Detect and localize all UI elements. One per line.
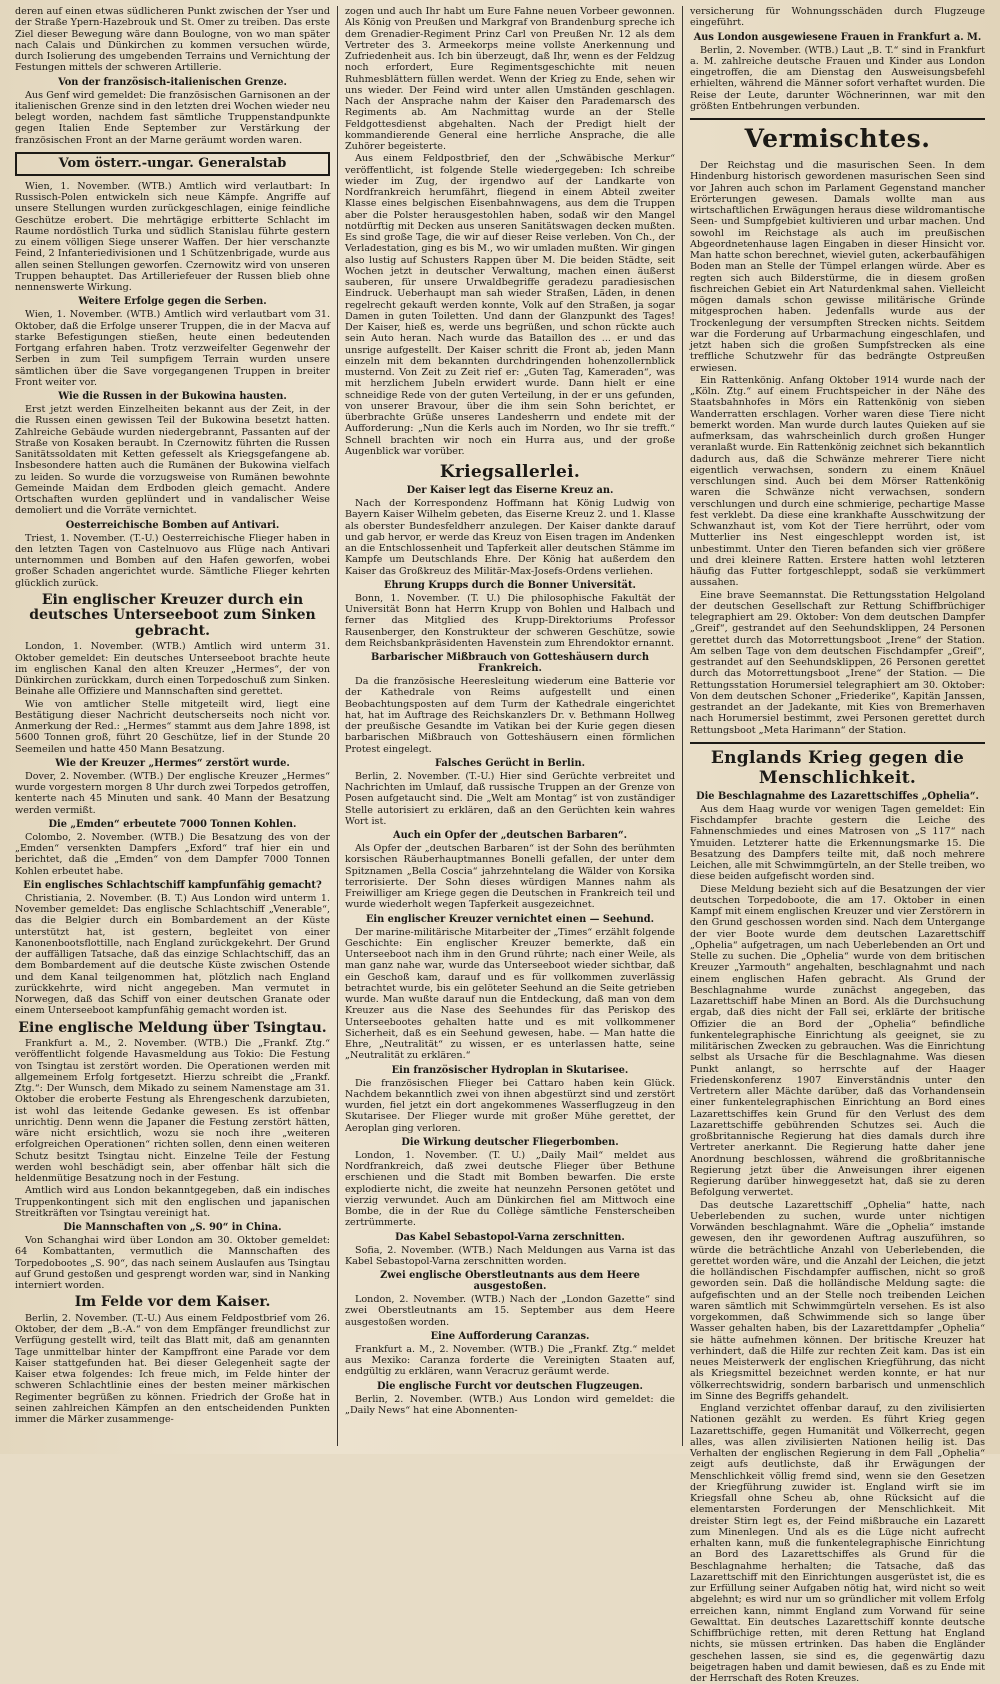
- article-text: London, 2. November. (WTB.) Nach der „London Gazette“ sind zwei Oberstleutnants am 15. September aus dem Heere ausgestoßen worden.: [345, 1294, 675, 1328]
- article-text: London, 1. November. (T. U.) „Daily Mail“ meldet aus Nordfrankreich, daß zwei deutsche Flieger über Bethune erschienen und die Stadt mit Bomben bewarfen. Die erste explodierte nicht, die zweite hat neunzehn Personen getötet und vierzig verwundet. Auch am Dünkirchen fiel am Mittwoch eine Bombe, die in der Rue du Collège sämtliche Fensterscheiben zertrümmerte.: [345, 1149, 675, 1229]
- article-text: Die französischen Flieger bei Cattaro haben kein Glück. Nachdem bekanntlich zwei von ihnen abgestürzt sind und zerstört wurden, fiel jetzt ein dort angekommenes Wasserflugzeug in den Skutarisee. Der Flieger wurde mit großer Mühe gerettet, der Aeroplan ging verloren.: [345, 1077, 675, 1134]
- subheading: Die Beschlagnahme des Lazarettschiffes „Ophelia“.: [696, 790, 979, 802]
- section-heading: Kriegsallerlei.: [439, 462, 581, 482]
- article-text: Sofia, 2. November. (WTB.) Nach Meldungen aus Varna ist das Kabel Sebastopol-Varna zerschnitten worden.: [345, 1244, 675, 1267]
- subheading: Ein englisches Schlachtschiff kampfunfähig gemacht?: [23, 879, 322, 891]
- article-text: Da die französische Heeresleitung wiederum eine Batterie vor der Kathedrale von Reims aufgestellt und einen Beobachtungsposten auf dem Turm der Kathedrale eingerichtet hat, hat im Auftrage des Reichskanzlers Dr. v. Bethmann Hollweg der preußische Gesandte im Vatikan bei der Kurie gegen diesen barbarischen Mißbrauch von Gotteshäusern einen förmlichen Protest eingelegt.: [345, 676, 675, 755]
- article-text: Wie von amtlicher Stelle mitgeteilt wird, liegt eine Bestätigung dieser Nachricht deutscherseits noch nicht vor. Anmerkung der Red.: „Hermes“ stammt aus dem Jahre 1898, ist 5600 Tonnen groß, führt 20 Geschütze, lief in der Stunde 20 Seemeilen und hatte 450 Mann Besatzung.: [15, 698, 330, 755]
- article-text: Aus Genf wird gemeldet: Die französischen Garnisonen an der italienischen Grenze sind in den letzten drei Wochen wieder neu belegt worden, nachdem fast sämtliche Truppenstandpunkte gegen Italien Ende September zur Verstärkung der französischen Front an der Marne geräumt worden waren.: [15, 89, 330, 146]
- article-text: Wien, 1. November. (WTB.) Amtlich wird verlautbart vom 31. Oktober, daß die Erfolge unserer Truppen, die in der Macva auf starke Befestigungen stießen, heute einen bedeutenden Fortgang erfahren haben. Trotz verzweifelter Gegenwehr der Serben in zum Teil sumpfigem Terrain wurden unsere sämtlichen über die Save vorgegangenen Truppen in breiter Front weiter vor.: [15, 309, 330, 388]
- subheading: Von der französisch-italienischen Grenze.: [58, 76, 287, 88]
- subheading: Ein französischer Hydroplan in Skutarisee.: [391, 1064, 629, 1076]
- article-text: Christiania, 2. November. (B. T.) Aus London wird unterm 1. November gemeldet: Das englische Schlachtschiff „Venerable“, das die Belgier durch ein Bombardement an der Küste unterstützt hat, ist gestern, begleitet von einer Kanonenbootsflottille, nach England zurückgekehrt. Der Grund der auffälligen Tatsache, daß das einzige Schlachtschiff, das an dem Bombardement auf die deutsche Küste zwischen Ostende und dem Kanal teilgenommen hat, plötzlich nach England zurückkehrte, wird nicht angegeben. Man vermutet in Norwegen, daß das Schiff von einer deutschen Granate oder einem Unterseeboot kampfunfähig gemacht worden ist.: [15, 892, 330, 1017]
- article-text: Berlin, 2. November. (WTB.) Laut „B. T.“ sind in Frankfurt a. M. zahlreiche deutsche Frauen und Kinder aus London eingetroffen, die am Dienstag den Ausweisungsbefehl erhielten, während die Männer sofort verhaftet wurden. Die Reise der Leute, darunter Wöchnerinnen, war mit den größten Entbehrungen verbunden.: [690, 44, 985, 112]
- subheading: Die „Emden“ erbeutete 7000 Tonnen Kohlen.: [48, 818, 297, 830]
- subheading: Oesterreichische Bomben auf Antivari.: [65, 519, 280, 531]
- subheading: Ein englischer Kreuzer vernichtet einen — Seehund.: [365, 913, 655, 925]
- article-text: Das deutsche Lazarettschiff „Ophelia“ hatte, nach Ueberlebenden zu suchen, wurde unter nichtigen Vorwänden beschlagnahmt. Wäre die „Ophelia“ imstande gewesen, den ihr gewordenen Auftrag auszuführen, so würde die beträchtliche Anzahl von Ueberlebenden, die gerettet worden wäre, und die Anzahl der Leichen, die jetzt die holländischen Fischdampfer auffischen, nicht so groß geworden sein. Daß die holländische Meldung sagte: die aufgefischten und an der Stelle noch treibenden Leichen waren sämtlich mit Schwimmgürteln versehen. Es ist also vorgekommen, daß Schwimmende sich so lange über Wasser gehalten haben, bis der Lazarettdampfer „Ophelia“ sie hätte aufnehmen können. Der britische Kreuzer hat verhindert, daß die Hilfe zur rechten Zeit kam. Das ist ein neues Meisterwerk der englischen Kriegführung, das nicht als Kriegsmittel bezeichnet werden konnte, er hat nur völkerrechtswidrig, sondern barbarisch und unmenschlich im Sinne des Begriffs gehandelt.: [690, 1199, 985, 1402]
- headline: Im Felde vor dem Kaiser.: [74, 1294, 271, 1311]
- article-text: Eine brave Seemannstat. Die Rettungsstation Helgoland der deutschen Gesellschaft zur Rettung Schiffbrüchiger telegraphiert am 29. Oktober: Von dem deutschen Dampfer „Greif“, gestrandet auf den Seehundsklippen, 24 Personen gerettet durch das Motorrettungsboot „Irene“ der Station. Am selben Tage von dem deutschen Fischdampfer „Greif“, gestrandet auf den Seehundsklippen, 26 Personen gerettet durch das Motorrettungsboot „Irene“ der Station. — Die Rettungsstation Horumersiel telegraphiert am 30. Oktober: Von dem deutschen Schoner „Friederike“, Kapitän Janssen, gestrandet an der Jadekante, mit Kies von Bremerhaven nach Horumersiel bestimmt, zwei Personen gerettet durch Rettungsboot „Meta Harimann“ der Station.: [690, 589, 985, 736]
- subheading: Auch ein Opfer der „deutschen Barbaren“.: [392, 830, 628, 841]
- headline: Ein englischer Kreuzer durch ein deutsches Unterseeboot zum Sinken gebracht.: [29, 591, 316, 639]
- article-text: Berlin, 2. November. (T.-U.) Aus einem Feldpostbrief vom 26. Oktober, der dem „B.-A.“ von dem Empfänger freundlichst zur Verfügung gestellt wird, teilt das Blatt mit, daß am genannten Tage unmittelbar hinter der Kampffront eine Parade vor dem Kaiser stattgefunden hat. Bei dieser Gelegenheit sagte der Kaiser etwa folgendes: Ich freue mich, im Felde hinter der schweren Schlachtlinie eines der besten meiner märkischen Regimenter begrüßen zu können. Friedrich der Große hat in seinen zahlreichen Kämpfen an den entscheidenden Punkten immer die Märker zusammenge-: [15, 1312, 330, 1425]
- article-text: London, 1. November. (WTB.) Amtlich wird unterm 31. Oktober gemeldet: Ein deutsches Unterseeboot brachte heute im englischen Kanal den alten Kreuzer „Hermes“, der von Dünkirchen zurückkam, durch einen Torpedoschuß zum Sinken. Beinahe alle Offiziere und Mannschaften sind gerettet.: [15, 641, 330, 698]
- article-text: Frankfurt a. M., 2. November. (WTB.) Die „Frankf. Ztg.“ meldet aus Mexiko: Caranza forderte die Vereinigten Staaten auf, endgültig zu erklären, wann Veracruz geräumt werde.: [345, 1343, 675, 1378]
- subheading: Falsches Gerücht in Berlin.: [434, 757, 586, 769]
- headline: Eine englische Meldung über Tsingtau.: [18, 1019, 327, 1036]
- subheading: Die englische Furcht vor deutschen Flugzeugen.: [377, 1380, 643, 1392]
- article-text: deren auf einen etwas südlicheren Punkt zwischen der Yser und der Straße Ypern-Hazebrouk und St. Omer zu treiben. Das erste Ziel dieser Bewegung wäre dann Boulogne, von wo man später nach Calais und Dünkirchen zu kommen versuchen würde, durch Isolierung des umgebenden Terrains und Vernichtung der Festungen mittels der schweren Artillerie.: [15, 6, 330, 74]
- article-text: versicherung für Wohnungsschäden durch Flugzeuge eingeführt.: [690, 6, 985, 29]
- article-text: Ein Rattenkönig. Anfang Oktober 1914 wurde nach der „Köln. Ztg.“ auf einem Fruchtspeicher in der Nähe des Staatsbahnhofes in Mörs ein Rattenkönig von sieben Wanderratten erschlagen. Vorher waren diese Tiere nicht bemerkt worden. Man wurde durch lautes Quieken auf sie aufmerksam, das wahrscheinlich durch großen Hunger veranlaßt wurde. Ein Rattenkönig zeichnet sich bekanntlich dadurch aus, daß die Schwänze mehrerer Tiere nicht eigentlich verwachsen, sondern zu einem Knäuel verschlungen sind. Auch bei dem Mörser Rattenkönig waren die Schwänze nicht verwachsen, sondern verschlungen und durch eine schmierige, pechartige Masse fest verklebt. Da diese eine krankhafte Ausschwitzung der Schwanzhaut ist, vom Kot der Tiere herrührt, oder vom Mutterlier ins Nest eingeschleppt worden ist, ist unbestimmt. Unter den Tieren befanden sich vier größere und drei kleinere Ratten. Erstere hatten wohl letzteren häufig das Futter fortgeschleppt, sodaß sie verkümmert aussahen.: [690, 374, 985, 589]
- section-heading: Vermischtes.: [690, 118, 985, 154]
- subheading: Wie der Kreuzer „Hermes“ zerstört wurde.: [55, 757, 290, 769]
- article-text: Wien, 1. November. (WTB.) Amtlich wird verlautbart: In Russisch-Polen entwickeln sich neue Kämpfe. Angriffe auf unsere Stellungen wurden zurückgeschlagen, einige feindliche Geschütze erobert. Die mehrtägige erbitterte Schlacht im Raume nordöstlich Turka und südlich Stanislau führte gestern zu einem völligen Siege unserer Waffen. Der hier verschanzte Feind, 2 Infanteriedivisionen und 1 Schützenbrigade, wurde aus allen seinen Stellungen geworfen. Czernowitz wird von unseren Truppen behauptet. Das Artilleriefeuer der Russen blieb ohne nennenswerte Wirkung.: [15, 180, 330, 293]
- subheading: Eine Aufforderung Caranzas.: [430, 1330, 590, 1342]
- article-text: Amtlich wird aus London bekanntgegeben, daß ein indisches Truppenkontingent sich mit den englischen und japanischen Streitkräften vor Tsingtau vereinigt hat.: [15, 1185, 330, 1219]
- article-text: England verzichtet offenbar darauf, zu den zivilisierten Nationen gezählt zu werden. Es führt Krieg gegen Lazarettschiffe, gegen Humanität und Völkerrecht, gegen alles, was allen zivilisierten Nationen heilig ist. Das Verhalten der englischen Regierung in dem Fall „Ophelia“ zeigt aufs deutlichste, daß ihr Erwägungen der Menschlichkeit völlig fremd sind, wenn sie den Gesetzen der Kriegführung zuwider ist. England wirft sie im Kriegsfall ohne Scheu ab, ohne Rücksicht auf die elementarsten Forderungen der Menschlichkeit. Mit dreister Stirn legt es, der Feind mißbrauche ein Lazarett zum Minenlegen. Und als es die Lüge nicht aufrecht erhalten kann, muß die funkentelegraphische Einrichtung an Bord des Lazarettschiffes als Grund für die Beschlagnahme herhalten; die Tatsache, daß das Lazarettschiff mit den Einrichtungen ausgerüstet ist, die es zur Erfüllung seiner Aufgaben nötig hat, wird nicht so weit abgelehnt; es wird nur um so gründlicher mit vollem Erfolg erreichen kann, nimmt England zum Vorwand für seine Gewalttat. Ein deutsches Lazarettschiff konnte deutsche Schiffbrüchige retten, mit deren Rettung hat England nichts, sie müssen ertrinken. Das haben die Engländer geschehen lassen, sie sind es, die gegenwärtig dazu beigetragen haben und damit bewiesen, daß es zu Ende mit der Herrschaft des Roten Kreuzes.: [690, 1403, 985, 1684]
- article-text: Bonn, 1. November. (T. U.) Die philosophische Fakultät der Universität Bonn hat Herrn Krupp von Bohlen und Halbach und ferner das Mitglied des Krupp-Direktoriums Professor Rausenberger, den Konstrukteur der schweren Geschütze, sowie dem Reichsbankpräsidenten Havenstein zum Ehrendoktor ernannt.: [345, 592, 675, 649]
- article-text: Triest, 1. November. (T.-U.) Oesterreichische Flieger haben in den letzten Tagen von Castelnuovo aus Flüge nach Antivari unternommen und Bomben auf den Hafen geworfen, wobei großer Schaden angerichtet wurde. Sämtliche Flieger kehrten glücklich zurück.: [15, 532, 330, 589]
- article-text: Frankfurt a. M., 2. November. (WTB.) Die „Frankf. Ztg.“ veröffentlicht folgende Havasmeldung aus Tokio: Die Festung von Tsingtau ist zerstört worden. Die Operationen werden mit allgemeinem Erfolg fortgesetzt. Hierzu schreibt die „Frankf. Ztg.“: Der Wunsch, dem Mikado zu seinem Namenstage am 31. Oktober die eroberte Festung als Ehrengeschenk darzubieten, ist wohl das leitende Gedanke gewesen. Es ist offenbar unrichtig. Denn wenn die Japaner die Festung zerstört hätten, wäre nicht ersichtlich, wozu sie noch ihre „weiteren erfolgreichen Operationen“ richten sollen, denn einen weiteren Schutz besitzt Tsingtau nicht. Einzelne Teile der Festung werden wohl beschädigt sein, aber offenbar hält sich die heldenmütige Besatzung noch in der Festung.: [15, 1038, 330, 1184]
- column-left: [8, 6, 338, 1446]
- subheading: Die Mannschaften von „S. 90“ in China.: [63, 1222, 282, 1233]
- subheading: Aus London ausgewiesene Frauen in Frankfurt a. M.: [693, 31, 982, 43]
- section-box-heading: Vom österr.-ungar. Generalstab: [15, 152, 330, 176]
- subheading: Das Kabel Sebastopol-Varna zerschnitten.: [395, 1231, 625, 1243]
- article-text: Von Schanghai wird über London am 30. Oktober gemeldet: 64 Kombattanten, vermutlich die Mannschaften des Torpedobootes „S. 90“, das nach seinem Auslaufen aus Tsingtau auf Grund gestoßen und gesprengt worden war, sind in Nanking interniert worden.: [15, 1235, 330, 1291]
- subheading: Ehrung Krupps durch die Bonner Universität.: [384, 579, 636, 591]
- article-text: Diese Meldung bezieht sich auf die Besatzungen der vier deutschen Torpedoboote, die am 17. Oktober in einen Kampf mit einem englischen Kreuzer und vier Zerstörern in den Grund geschossen worden sind. Nach dem Untergange der vier Boote wurde dem deutschen Lazarettschiff „Ophelia“ aufgetragen, um nach Ueberlebenden an Ort und Stelle zu suchen. Die „Ophelia“ wurde von dem britischen Kreuzer „Yarmouth“ angehalten, beschlagnahmt und nach einem englischen Hafen gebracht. Als Grund der Beschlagnahme wurde zunächst angegeben, das Lazarettschiff habe Minen an Bord. Als die Durchsuchung ergab, daß dies nicht der Fall sei, erklärte der britische Offizier die an Bord der „Ophelia“ befindliche funkentelegraphische Einrichtung als geeignet, sie zu militärischen Zwecken zu gebrauchen. Was die Einrichtung selbst als Ursache für die Beschlagnahme. Was diesen Punkt anlangt, so herrschte auf der Haager Friedenskonferenz 1907 Einverständnis unter den Vertretern aller Mächte darüber, daß das Vorhandensein einer funkentelegraphischen Einrichtung an Bord eines Lazarettschiffes kein Grund für den Verlust des dem Lazarettschiffe gebührenden Schutzes sei. Auch die großbritannische Regierung hat dies damals durch ihre Vertreter anerkannt. Die Regierung hatte daher jene Anordnung beschlossen, während die großbritannische Regierung jetzt über die Anweisungen ihrer eigenen Regierung darüber hinweggesetzt hat, daß sie zu deren Befolgung verwertet.: [690, 883, 985, 1199]
- subheading: Wie die Russen in der Bukowina hausten.: [58, 391, 287, 402]
- column-middle: [338, 6, 683, 1446]
- subheading: Die Wirkung deutscher Fliegerbomben.: [401, 1136, 619, 1148]
- subheading: Barbarischer Mißbrauch von Gotteshäusern durch Frankreich.: [371, 652, 649, 674]
- article-text: Als Opfer der „deutschen Barbaren“ ist der Sohn des berühmten korsischen Räuberhauptmannes Bonelli gefallen, der unter dem Spitznamen „Bella Coscia“ jahrzehntelang die Wälder von Korsika terrorisierte. Der Sohn dieses würdigen Mannes nahm als Freiwilliger am Kriege gegen die Deutschen in Frankreich teil und wurde wiederholt wegen Tapferkeit ausgezeichnet.: [345, 843, 675, 911]
- article-text: Colombo, 2. November. (WTB.) Die Besatzung des von der „Emden“ versenkten Dampfers „Exford“ traf hier ein und berichtet, daß die „Emden“ von dem Dampfer 7000 Tonnen Kohlen erbeutet habe.: [15, 831, 330, 877]
- article-text: Berlin, 2. November. (WTB.) Aus London wird gemeldet: die „Daily News“ hat eine Abonnenten-: [345, 1393, 675, 1416]
- article-text: Der marine-militärische Mitarbeiter der „Times“ erzählt folgende Geschichte: Ein englischer Kreuzer bemerkte, daß ein Unterseeboot nach ihm in den Grund rührte; nach einer Weile, als man ganz nahe war, wurde das Unterseeboot wieder sichtbar, daß ein Geschoß kam, darauf und es für vollkommen zuverlässig betrachtet wurde, bis ein gelöteter Seehund an die Seite getrieben wurde. Man wußte darauf nun die Entdeckung, daß man von dem Kreuzer aus die Nase des Seehundes für das Periskop des Unterseebootes gehalten hatte und es mit vollkommener Sicherheit, daß es ein Seehund gewesen, habe. — Man hatte die Ehre, „Neutralität“ zu wissen, er es unterlassen hatte, seine „Neutralität zu erklären.“: [345, 926, 675, 1062]
- column-right: [683, 6, 992, 1684]
- subheading: Weitere Erfolge gegen die Serben.: [78, 296, 267, 308]
- section-heading: Englands Krieg gegen die Menschlichkeit.: [690, 742, 985, 788]
- article-text: Erst jetzt werden Einzelheiten bekannt aus der Zeit, in der die Russen einen gewissen Teil der Bukowina besetzt hatten. Zahlreiche Gebäude wurden niedergebrannt, Passanten auf der Straße von Kosaken beraubt. In Czernowitz führten die Russen Sanitätssoldaten mit Ketten gefesselt als Kriegsgefangene ab. Insbesondere hatten auch die Rumänen der Bukowina vielfach zu leiden. So wurde die vorzugsweise von Rumänen bewohnte Gemeinde Maidan dem Erdboden gleich gemacht. Andere Ortschaften wurden geplündert und in vandalischer Weise demoliert und die Vorräte vernichtet.: [15, 404, 330, 517]
- article-text: Nach der Korrespondenz Hoffmann hat König Ludwig von Bayern Kaiser Wilhelm gebeten, das Eiserne Kreuz 2. und 1. Klasse als oberster Bundesfeldherr anzulegen. Der Kaiser dankte darauf und gab hervor, er werde das Kreuz von Eisen tragen im Andenken an die Entschlossenheit und Tapferkeit aller deutschen Stämme im Kampfe um Deutschlands Ehre. Der König hat außerdem den Kaiser das Großkreuz des Militär-Max-Josefs-Ordens verliehen.: [345, 498, 675, 577]
- article-text: Aus einem Feldpostbrief, den der „Schwäbische Merkur“ veröffentlicht, ist folgende Stelle wiedergegeben: Ich schreibe wieder im Zug, der irgendwo auf der Landkarte von Nordfrankreich herumfährt, fliegend in einem Abteil zweiter Klasse eines belgischen Eisenbahnwagens, aus dem die Truppen aber die Polster herausgestohlen haben, sodaß wir den Mangel notdürftig mit Decken aus unseren Sanitätswagen decken mußten. Es sind große Tage, die wir auf dieser Reise verleben. Von Ch., der Verladestation, ging es bis M., wo wir umladen mußten. Wir gingen also lustig auf Schusters Rappen über M. Die beiden Städte, seit Wochen jetzt in deutscher Verwaltung, machen einen äußerst sauberen, für unsere Urwaldbegriffe geradezu paradiesischen Eindruck. Ueberhaupt man sah wieder Straßen, Läden, in denen regelrecht gekauft werden konnte, Volk auf den Straßen, ja sogar Damen in guten Toiletten. Und dann der Glanzpunkt des Tages! Der Kaiser, hieß es, werde uns begrüßen, und schon rückte auch sein Auto heran. Nach wurde das Bataillon des ... er und das unsrige aufgestellt. Der Kaiser schritt die Front ab, jeden Mann einzeln mit dem bekannten durchdringenden hohenzollernblick musternd. Von Zeit zu Zeit rief er: „Guten Tag, Kameraden“, was mit herzlichem Jubeln erwidert wurde. Dann hielt er eine schneidige Rede von der guten Verteilung, in der er uns gefunden, von unserer Bravour, über die ihm sein Sohn berichtet, er überbrachte Grüße unseres Landesherrn und endete mit der Aufforderung: „Nun die Kerls auch im Norden, wo Ihr sie trefft.“ Schnell brachten wir noch ein Hurra aus, und der große Augenblick war vorüber.: [345, 153, 675, 457]
- columns: [8, 6, 992, 1684]
- article-text: zogen und auch Ihr habt um Eure Fahne neuen Vorbeer gewonnen. Als König von Preußen und Markgraf von Brandenburg spreche ich dem Grenadier-Regiment Prinz Carl von Preußen Nr. 12 als dem Vertreter des 3. Armeekorps meine vollste Anerkennung und Zufriedenheit aus. Ich bin überzeugt, daß Ihr, wenn es der Feldzug noch erfordert, Eure Regimentsgeschichte mit neuen Ruhmesblättern füllen werdet. Wenn der Krieg zu Ende, sehen wir uns wieder. Der Feind wird unter allen Umständen geschlagen. Nach der Ansprache nahm der Kaiser den Parademarsch des Regiments ab. Am Nachmittag wurde an der Stelle Feldgottesdienst abgehalten. Nach der Predigt hielt der kommandierende General eine herrliche Ansprache, die alle Zuhörer begeisterte.: [345, 6, 675, 152]
- article-text: Dover, 2. November. (WTB.) Der englische Kreuzer „Hermes“ wurde vorgestern morgen 8 Uhr durch zwei Torpedos getroffen, kenterte nach 45 Minuten und sank. 40 Mann der Besatzung werden vermißt.: [15, 770, 330, 816]
- article-text: Berlin, 2. November. (T.-U.) Hier sind Gerüchte verbreitet und Nachrichten im Umlauf, daß russische Truppen an der Grenze von Posen aufgetaucht sind. Die „Welt am Montag“ ist von zuständiger Stelle autorisiert zu erklären, daß an den Gerüchten kein wahres Wort ist.: [345, 770, 675, 827]
- article-text: Aus dem Haag wurde vor wenigen Tagen gemeldet: Ein Fischdampfer brachte gestern die Leiche des Fahnenschmiedes und eines Matrosen von „S 117“ nach Ymuiden. Letzterer hatte die Erkennungsmarke 15. Die Besatzung des Dampfers teilte mit, daß noch mehrere Leichen, alle mit Schwimmgürteln, an der Stelle treiben, wo diese beiden aufgefischt worden sind.: [690, 803, 985, 883]
- subheading: Der Kaiser legt das Eiserne Kreuz an.: [406, 485, 614, 496]
- subheading: Zwei englische Oberstleutnants aus dem Heere ausgestoßen.: [380, 1270, 640, 1292]
- article-text: Der Reichstag und die masurischen Seen. In dem Hindenburg historisch gewordenen masurischen Seen sind vor Jahren auch schon im Parlament Gegenstand mancher Erörterungen gewesen. Damals wollte man aus wirtschaftlichen Erwägungen heraus diese wildromantische Seen- und Sumpfgebiet kultivieren und urbar machen. Und sowohl im Reichstage als auch im preußischen Abgeordnetenhause lagen Eingaben in dieser Hinsicht vor. Man hatte schon berechnet, wieviel guten, ackerbaufähigen Boden man an Stelle der Tümpel erlangen würde. Aber es regten sich auch Bilderstürme, die in diesem großen fischreichen Gebiet ein Art Naturdenkmal sahen. Vielleicht mögen damals schon gewisse militärische Gründe mitgesprochen haben. Jedenfalls wurde aus der Trockenlegung der versumpften Strecken nichts. Seitdem war die Forderung auf Urbarmachung eingeschlafen, und jetzt haben sich die großen Sumpfstrecken als eine treffliche Schutzwehr für das bedrängte Ostpreußen erwiesen.: [690, 160, 985, 374]
